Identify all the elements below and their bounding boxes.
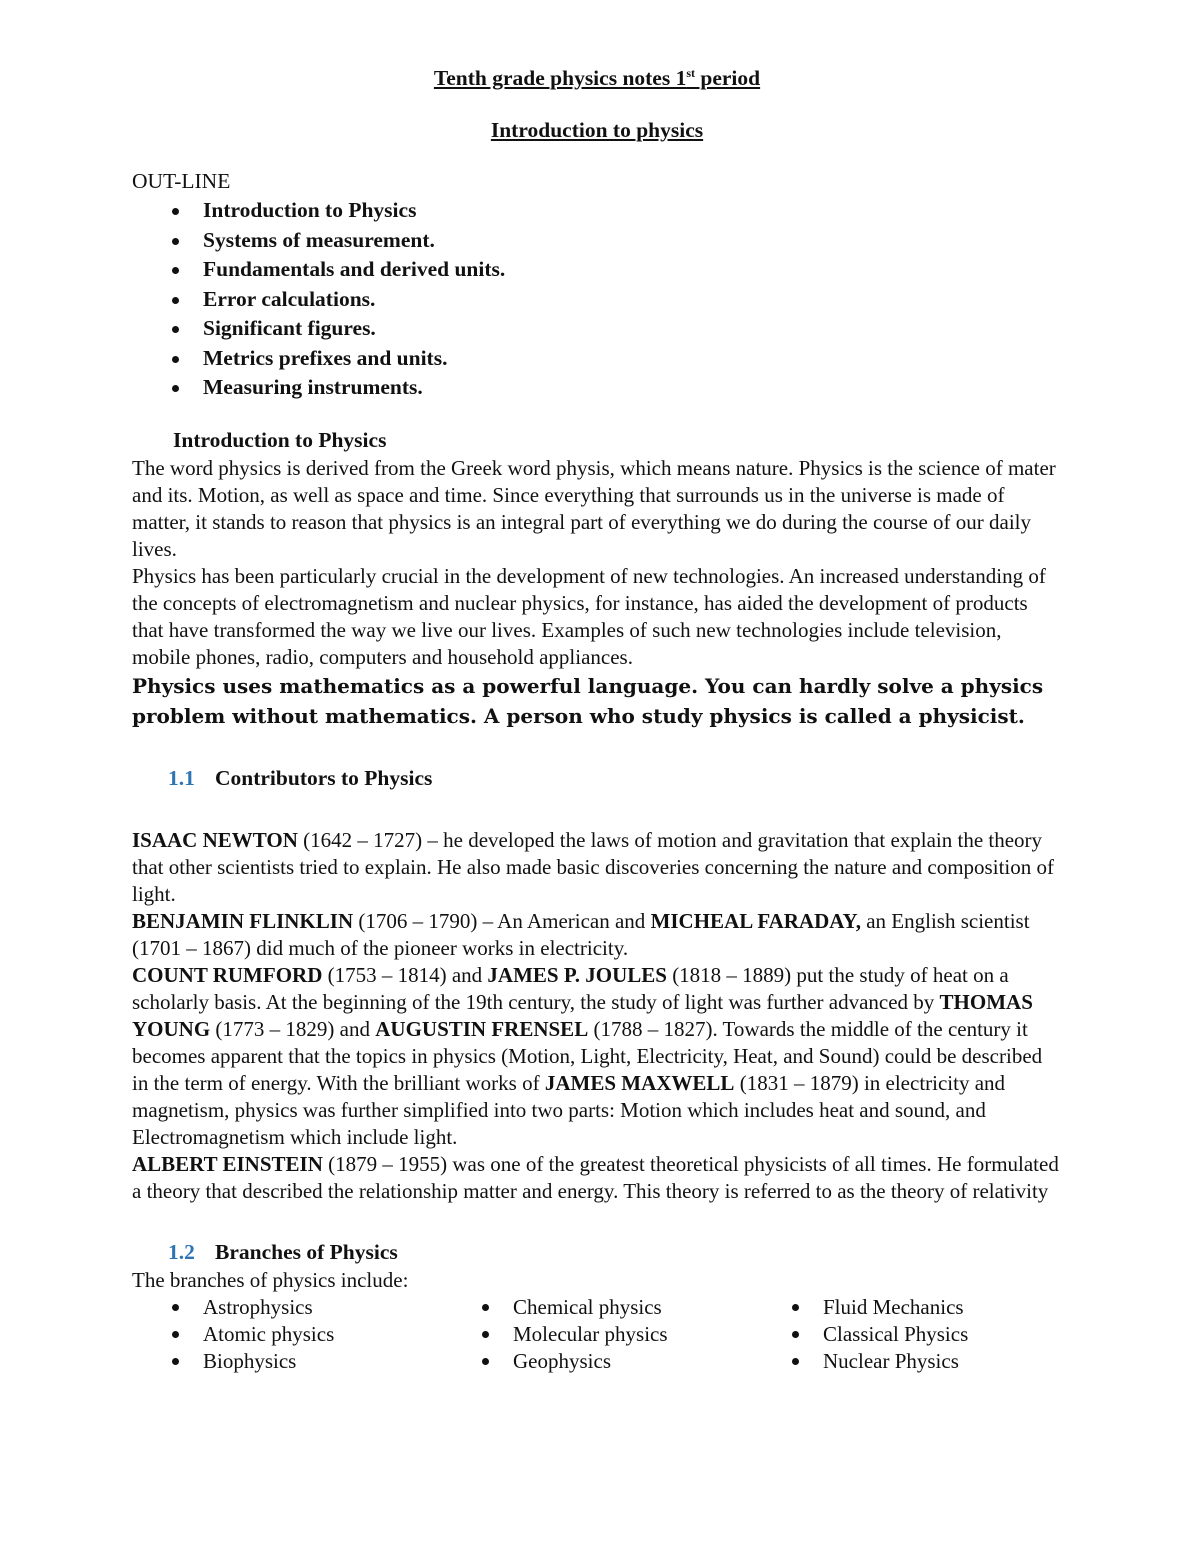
branches-intro: The branches of physics include: [132,1267,409,1292]
bullet-icon [172,356,179,363]
outline-list [132,196,1062,403]
spacer [132,793,1062,827]
branches-heading: 1.2 Branches of Physics [132,1237,1062,1267]
bullet-icon [792,1331,799,1338]
bullet-icon [172,385,179,392]
intro-paragraph-2: Physics has been particularly crucial in the development of new technologies. An increased understanding of the concepts of electromagnetism and nuclear physics, for instance, has aided the development of products that have transformed the way we live our lives. Examples of such new technologies include television, mobile phones, radio, computers and household appliances. [132,563,1046,669]
outline-item: Metrics prefixes and units. [132,344,1062,374]
document-subtitle: Introduction to physics [490,118,704,142]
bullet-icon [172,267,179,274]
outline-label: OUT-LINE [132,169,231,193]
list-item: Chemical physics [442,1294,752,1321]
title-superscript: st [686,66,696,80]
intro-paragraph-1: The word physics is derived from the Greek word physis, which means nature. Physics is the science of mater and its. Motion, as well as space and time. Since everything that surrounds us in the universe is made of matter, it stands to reason that physics is an integral part of everything we do during the course of our daily lives. [132,455,1056,561]
intro-heading: Introduction to Physics [173,427,387,452]
list-item: Nuclear Physics [752,1348,1062,1375]
document-title: Tenth grade physics notes 1st period [433,66,761,90]
document-page [132,62,1062,1375]
outline-item: Error calculations. [132,285,1062,315]
outline-item: Measuring instruments. [132,373,1062,403]
list-item: Biophysics [132,1348,442,1375]
bullet-icon [792,1304,799,1311]
contributor-einstein: ALBERT EINSTEIN (1879 – 1955) was one of the greatest theoretical physicists of all times. He formulated a theory that described the relationship matter and energy. This theory is referred to as the theory of relativity [132,1151,1059,1203]
bullet-icon [172,326,179,333]
bullet-icon [482,1331,489,1338]
list-item: Atomic physics [132,1321,442,1348]
bullet-icon [792,1358,799,1365]
list-item: Molecular physics [442,1321,752,1348]
section-number: 1.2 [168,1239,195,1264]
bullet-icon [482,1358,489,1365]
outline-item: Systems of measurement. [132,226,1062,256]
outline-item: Fundamentals and derived units. [132,255,1062,285]
bullet-icon [172,208,179,215]
bullet-icon [172,1358,179,1365]
list-item: Classical Physics [752,1321,1062,1348]
bullet-icon [482,1304,489,1311]
bullet-icon [172,1304,179,1311]
outline-item: Introduction to Physics [132,196,1062,226]
list-item: Fluid Mechanics [752,1294,1062,1321]
section-number: 1.1 [168,765,195,790]
outline-item: Significant figures. [132,314,1062,344]
branches-column-3 [752,1294,1062,1375]
intro-paragraph-3: Physics uses mathematics as a powerful language. You can hardly solve a physics problem without mathematics. A person who study physics is called a physicist. [132,673,1044,728]
contributor-newton: ISAAC NEWTON (1642 – 1727) – he developed the laws of motion and gravitation that explain the theory that other scientists tried to explain. He also made basic discoveries concerning the nature and composition of light. [132,827,1054,906]
contributor-rumford-joules: COUNT RUMFORD (1753 – 1814) and JAMES P. JOULES (1818 – 1889) put the study of heat on a scholarly basis. At the beginning of the 19th century, the study of light was further advanced by THOMAS YOUNG (1773 – 1829) and AUGUSTIN FRENSEL (1788 – 1827). Towards the middle of the century it becomes apparent that the topics in physics (Motion, Light, Electricity, Heat, and Sound) could be described in the term of energy. With the brilliant works of JAMES MAXWELL (1831 – 1879) in electricity and magnetism, physics was further simplified into two parts: Motion which includes heat and sound, and Electromagnetism which include light. [132,962,1043,1149]
contributor-franklin-faraday: BENJAMIN FLINKLIN (1706 – 1790) – An American and MICHEAL FARADAY, an English scientist (1701 – 1867) did much of the pioneer works in electricity. [132,908,1030,960]
branches-column-1 [132,1294,442,1375]
list-item: Geophysics [442,1348,752,1375]
bullet-icon [172,238,179,245]
branches-column-2 [442,1294,752,1375]
contributors-heading: 1.1 Contributors to Physics [132,763,1062,793]
branches-list [132,1294,1062,1375]
list-item: Astrophysics [132,1294,442,1321]
bullet-icon [172,297,179,304]
bullet-icon [172,1331,179,1338]
